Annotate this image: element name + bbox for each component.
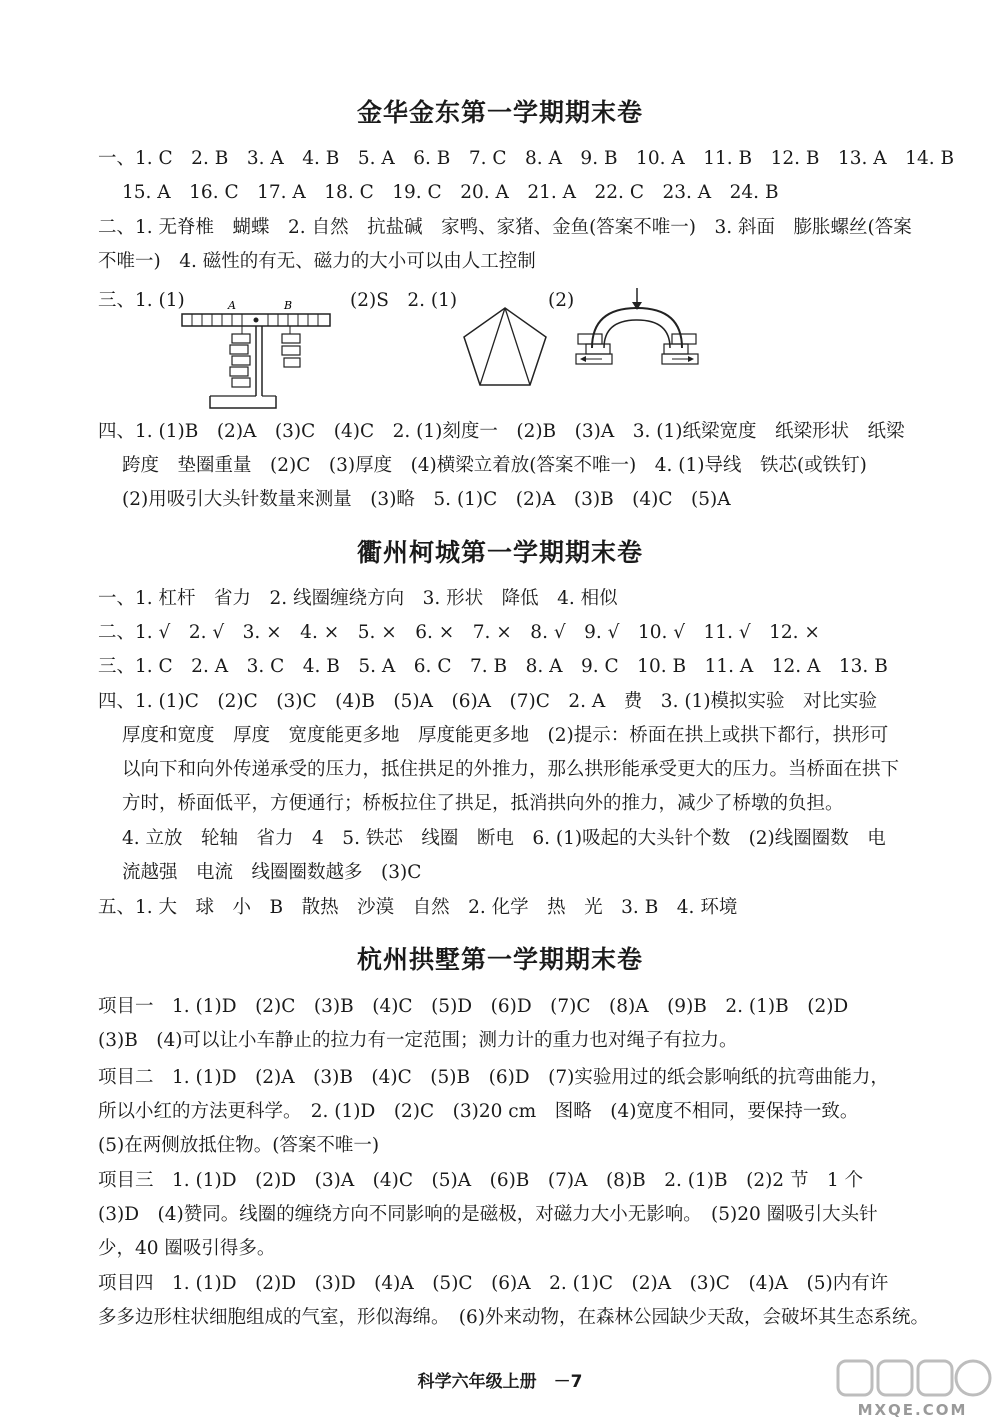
answer-line: 少，40 圈吸引得多。 bbox=[98, 1238, 276, 1259]
answer-line: 项目二 1. (1)D (2)A (3)B (4)C (5)B (6)D (7)实验用过的纸会影响纸的抗弯曲能力， bbox=[98, 1067, 889, 1088]
arch-bridge-diagram bbox=[572, 288, 712, 368]
section-title-hangzhou: 杭州拱墅第一学期期末卷 bbox=[356, 945, 643, 974]
answer-line: 以向下和向外传递承受的压力，抵住拱足的外推力，那么拱形能承受更大的压力。当桥面在拱下 bbox=[122, 759, 900, 780]
watermark-icon bbox=[830, 1355, 995, 1405]
figure-label-prefix: 三、1. (1) bbox=[98, 290, 185, 311]
watermark-text: MXQE.COM bbox=[857, 1401, 968, 1419]
page-footer: 科学六年级上册 －7 bbox=[417, 1372, 583, 1392]
figure-label-part2: (2)S 2. (1) bbox=[350, 290, 458, 311]
answer-line: (5)在两侧放抵住物。(答案不唯一) bbox=[98, 1135, 380, 1156]
lever-balance-diagram bbox=[180, 296, 340, 411]
answer-line: 15. A 16. C 17. A 18. C 19. C 20. A 21. A 22. C 23. A 24. B bbox=[122, 182, 779, 203]
mark-b-label: B bbox=[284, 299, 293, 312]
answer-line: 五、1. 大 球 小 B 散热 沙漠 自然 2. 化学 热 光 3. B 4. 环境 bbox=[98, 897, 738, 918]
answer-line: 一、1. 杠杆 省力 2. 线圈缠绕方向 3. 形状 降低 4. 相似 bbox=[98, 588, 618, 609]
answer-line: (3)B (4)可以让小车静止的拉力有一定范围；测力计的重力也对绳子有拉力。 bbox=[98, 1030, 738, 1051]
answer-line: 厚度和宽度 厚度 宽度能更多地 厚度能更多地 (2)提示：桥面在拱上或拱下都行，拱形可 bbox=[122, 725, 889, 746]
answer-line: 不唯一) 4. 磁性的有无、磁力的大小可以由人工控制 bbox=[98, 251, 536, 272]
section-title-quzhou: 衢州柯城第一学期期末卷 bbox=[356, 538, 643, 567]
figure-label-part3: (2) bbox=[548, 290, 575, 311]
answer-line: (2)用吸引大头针数量来测量 (3)略 5. (1)C (2)A (3)B (4)C (5)A bbox=[122, 489, 731, 510]
answer-line: 四、1. (1)C (2)C (3)C (4)B (5)A (6)A (7)C 2. A 费 3. (1)模拟实验 对比实验 bbox=[98, 691, 878, 712]
answer-line: 二、1. √ 2. √ 3. × 4. × 5. × 6. × 7. × 8. √ 9. √ 10. √ 11. √ 12. × bbox=[98, 622, 820, 643]
answer-line: 方时，桥面低平，方便通行；桥板拉住了拱足，抵消拱向外的推力，减少了桥墩的负担。 bbox=[122, 793, 844, 814]
answer-line: 所以小红的方法更科学。 2. (1)D (2)C (3)20 cm 图略 (4)宽度不相同，要保持一致。 bbox=[98, 1101, 859, 1122]
answer-line: 项目一 1. (1)D (2)C (3)B (4)C (5)D (6)D (7)C (8)A (9)B 2. (1)B (2)D bbox=[98, 996, 849, 1017]
answer-line: 跨度 垫圈重量 (2)C (3)厚度 (4)横梁立着放(答案不唯一) 4. (1)导线 铁芯(或铁钉) bbox=[122, 455, 867, 476]
section-title-jinhua: 金华金东第一学期期末卷 bbox=[356, 98, 643, 127]
pentagon-diagram bbox=[460, 305, 550, 390]
answer-line: 四、1. (1)B (2)A (3)C (4)C 2. (1)刻度一 (2)B (3)A 3. (1)纸梁宽度 纸梁形状 纸梁 bbox=[98, 421, 905, 442]
answer-line: 流越强 电流 线圈圈数越多 (3)C bbox=[122, 862, 422, 883]
mark-a-label: A bbox=[228, 299, 236, 312]
answer-line: (3)D (4)赞同。线圈的缠绕方向不同影响的是磁极，对磁力大小无影响。 (5)20 圈吸引大头针 bbox=[98, 1204, 878, 1225]
answer-line: 三、1. C 2. A 3. C 4. B 5. A 6. C 7. B 8. A 9. C 10. B 11. A 12. A 13. B bbox=[98, 656, 888, 677]
answer-line: 多多边形柱状细胞组成的气室，形似海绵。 (6)外来动物，在森林公园缺少天敌，会破坏其生态系统。 bbox=[98, 1307, 929, 1328]
answer-line: 项目三 1. (1)D (2)D (3)A (4)C (5)A (6)B (7)A (8)B 2. (1)B (2)2 节 1 个 bbox=[98, 1170, 864, 1191]
answer-line: 一、1. C 2. B 3. A 4. B 5. A 6. B 7. C 8. A 9. B 10. A 11. B 12. B 13. A 14. B bbox=[98, 148, 955, 169]
answer-line: 二、1. 无脊椎 蝴蝶 2. 自然 抗盐碱 家鸭、家猪、金鱼(答案不唯一) 3. 斜面 膨胀螺丝(答案 bbox=[98, 217, 912, 238]
answer-line: 4. 立放 轮轴 省力 4 5. 铁芯 线圈 断电 6. (1)吸起的大头针个数 (2)线圈圈数 电 bbox=[122, 828, 886, 849]
answer-line: 项目四 1. (1)D (2)D (3)D (4)A (5)C (6)A 2. (1)C (2)A (3)C (4)A (5)内有许 bbox=[98, 1273, 889, 1294]
watermark-logo bbox=[830, 1355, 995, 1423]
